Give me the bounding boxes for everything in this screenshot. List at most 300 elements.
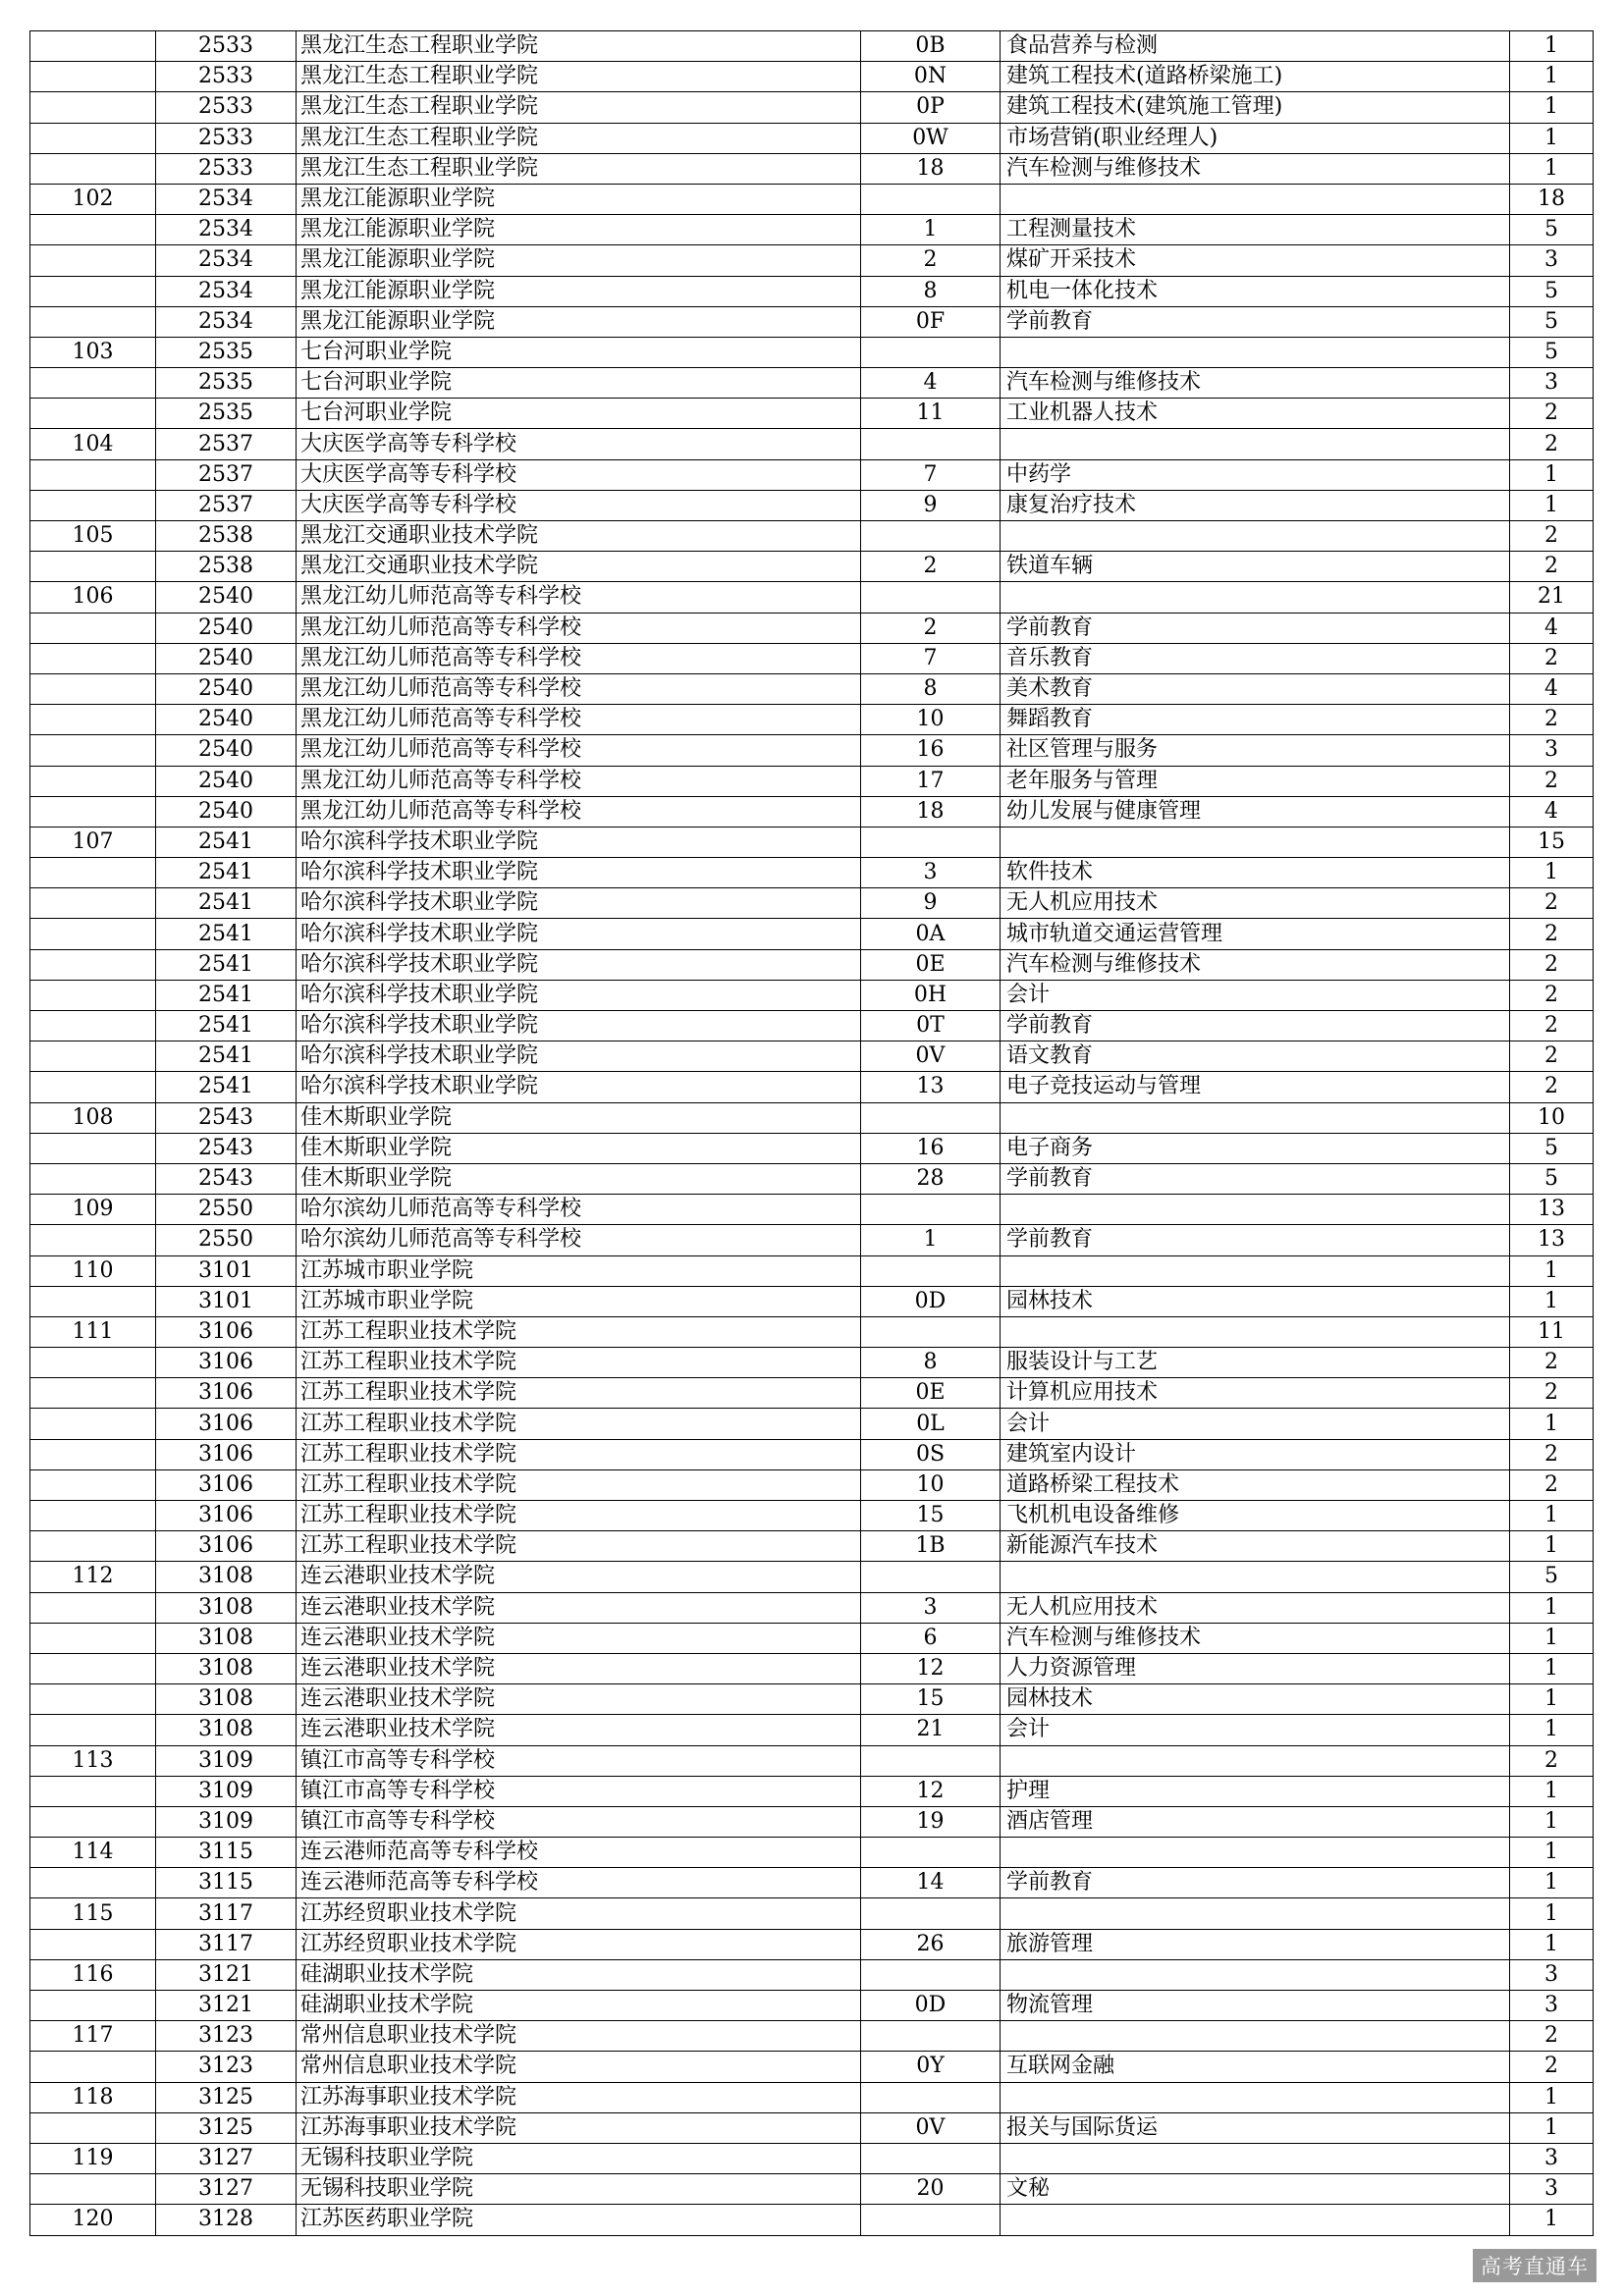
table-row [30, 459, 1594, 490]
cell-school-code: 2540 [156, 613, 297, 643]
cell-seq [30, 1684, 156, 1715]
cell-major-name: 老年服务与管理 [1001, 766, 1510, 796]
cell-major-name: 新能源汽车技术 [1001, 1531, 1510, 1562]
table-row [30, 1776, 1594, 1806]
cell-school-name: 黑龙江幼儿师范高等专科学校 [297, 735, 861, 766]
cell-school-name: 连云港师范高等专科学校 [297, 1868, 861, 1898]
cell-major-code: 16 [861, 735, 1001, 766]
cell-school-name: 黑龙江生态工程职业学院 [297, 153, 861, 184]
cell-school-code: 3108 [156, 1623, 297, 1653]
cell-major-name: 互联网金融 [1001, 2052, 1510, 2082]
cell-plan-count: 2 [1510, 429, 1594, 459]
cell-major-name: 美术教育 [1001, 673, 1510, 704]
cell-major-code [861, 2021, 1001, 2052]
table-body [30, 31, 1594, 2236]
cell-major-name: 学前教育 [1001, 1225, 1510, 1255]
cell-school-name: 江苏经贸职业技术学院 [297, 1898, 861, 1929]
cell-seq [30, 245, 156, 276]
cell-school-code: 3127 [156, 2174, 297, 2205]
cell-school-code: 2543 [156, 1163, 297, 1194]
cell-school-code: 2540 [156, 735, 297, 766]
cell-plan-count: 2 [1510, 888, 1594, 919]
cell-major-name [1001, 521, 1510, 552]
cell-plan-count: 2 [1510, 1011, 1594, 1041]
cell-school-code: 3123 [156, 2052, 297, 2082]
cell-plan-count: 1 [1510, 1806, 1594, 1837]
cell-school-name: 黑龙江幼儿师范高等专科学校 [297, 766, 861, 796]
cell-school-code: 2541 [156, 1011, 297, 1041]
cell-school-name: 连云港职业技术学院 [297, 1623, 861, 1653]
cell-major-code: 19 [861, 1806, 1001, 1837]
cell-seq [30, 643, 156, 673]
cell-major-name: 建筑工程技术(道路桥梁施工) [1001, 62, 1510, 92]
cell-school-name: 江苏经贸职业技术学院 [297, 1929, 861, 1959]
table-row [30, 276, 1594, 306]
table-row [30, 1868, 1594, 1898]
table-row [30, 1133, 1594, 1163]
table-row [30, 92, 1594, 123]
table-row [30, 1286, 1594, 1316]
cell-plan-count: 1 [1510, 1653, 1594, 1683]
table-row [30, 949, 1594, 980]
cell-major-code: 18 [861, 153, 1001, 184]
cell-plan-count: 13 [1510, 1195, 1594, 1225]
cell-seq: 120 [30, 2205, 156, 2235]
cell-school-code: 2535 [156, 399, 297, 429]
cell-plan-count: 2 [1510, 766, 1594, 796]
cell-seq [30, 92, 156, 123]
cell-school-name: 镇江市高等专科学校 [297, 1806, 861, 1837]
cell-school-name: 哈尔滨科学技术职业学院 [297, 1072, 861, 1102]
cell-seq [30, 1653, 156, 1683]
cell-school-name: 佳木斯职业学院 [297, 1163, 861, 1194]
cell-major-code [861, 1898, 1001, 1929]
table-row [30, 1255, 1594, 1286]
table-row [30, 1469, 1594, 1500]
cell-major-code: 8 [861, 673, 1001, 704]
cell-major-name: 中药学 [1001, 459, 1510, 490]
table-row [30, 919, 1594, 949]
cell-plan-count: 1 [1510, 1592, 1594, 1623]
table-row [30, 552, 1594, 582]
watermark-text: 高考直通车 [1473, 2249, 1597, 2282]
cell-major-code: 14 [861, 1868, 1001, 1898]
cell-major-name: 软件技术 [1001, 858, 1510, 888]
cell-school-name: 江苏海事职业技术学院 [297, 2082, 861, 2112]
cell-school-name: 连云港职业技术学院 [297, 1592, 861, 1623]
cell-major-name [1001, 429, 1510, 459]
cell-plan-count: 1 [1510, 153, 1594, 184]
cell-plan-count: 1 [1510, 1255, 1594, 1286]
table-row [30, 245, 1594, 276]
cell-school-code: 2540 [156, 796, 297, 827]
cell-school-code: 2533 [156, 62, 297, 92]
table-row [30, 429, 1594, 459]
cell-major-name: 学前教育 [1001, 1163, 1510, 1194]
cell-school-code: 3108 [156, 1592, 297, 1623]
cell-school-name: 江苏工程职业技术学院 [297, 1501, 861, 1531]
cell-seq [30, 858, 156, 888]
table-row [30, 1838, 1594, 1868]
cell-plan-count: 13 [1510, 1225, 1594, 1255]
cell-major-code: 11 [861, 399, 1001, 429]
table-row [30, 1409, 1594, 1439]
cell-major-code: 0D [861, 1991, 1001, 2021]
table-row [30, 1592, 1594, 1623]
cell-major-code [861, 2143, 1001, 2173]
cell-school-code: 2541 [156, 1041, 297, 1072]
cell-school-name: 江苏工程职业技术学院 [297, 1469, 861, 1500]
cell-major-name: 计算机应用技术 [1001, 1378, 1510, 1409]
cell-school-code: 3109 [156, 1776, 297, 1806]
cell-school-name: 黑龙江幼儿师范高等专科学校 [297, 796, 861, 827]
table-row [30, 2205, 1594, 2235]
cell-major-code [861, 521, 1001, 552]
cell-school-name: 黑龙江能源职业学院 [297, 245, 861, 276]
cell-plan-count: 18 [1510, 184, 1594, 214]
cell-school-name: 黑龙江幼儿师范高等专科学校 [297, 613, 861, 643]
table-row [30, 490, 1594, 520]
cell-plan-count: 5 [1510, 1562, 1594, 1592]
cell-plan-count: 1 [1510, 1501, 1594, 1531]
cell-school-name: 黑龙江交通职业技术学院 [297, 521, 861, 552]
cell-seq: 108 [30, 1102, 156, 1133]
cell-school-code: 3106 [156, 1409, 297, 1439]
table-row [30, 2143, 1594, 2173]
cell-major-name: 汽车检测与维修技术 [1001, 153, 1510, 184]
cell-school-name: 黑龙江幼儿师范高等专科学校 [297, 643, 861, 673]
cell-major-name [1001, 2143, 1510, 2173]
table-row [30, 1378, 1594, 1409]
cell-plan-count: 1 [1510, 1898, 1594, 1929]
table-row [30, 1316, 1594, 1347]
cell-major-code: 12 [861, 1776, 1001, 1806]
cell-seq [30, 735, 156, 766]
cell-seq [30, 2052, 156, 2082]
cell-major-code: 9 [861, 490, 1001, 520]
cell-seq [30, 399, 156, 429]
cell-school-code: 2535 [156, 337, 297, 367]
cell-seq: 105 [30, 521, 156, 552]
cell-school-code: 2541 [156, 888, 297, 919]
cell-school-code: 3123 [156, 2021, 297, 2052]
cell-school-name: 哈尔滨科学技术职业学院 [297, 949, 861, 980]
cell-school-name: 硅湖职业技术学院 [297, 1959, 861, 1990]
cell-major-name [1001, 2082, 1510, 2112]
cell-major-code [861, 1745, 1001, 1776]
cell-seq: 112 [30, 1562, 156, 1592]
cell-seq [30, 1991, 156, 2021]
cell-plan-count: 2 [1510, 1072, 1594, 1102]
cell-plan-count: 1 [1510, 1929, 1594, 1959]
table-row [30, 153, 1594, 184]
cell-major-code: 0N [861, 62, 1001, 92]
cell-plan-count: 4 [1510, 796, 1594, 827]
cell-major-code: 8 [861, 1348, 1001, 1378]
cell-major-name: 汽车检测与维修技术 [1001, 1623, 1510, 1653]
cell-plan-count: 5 [1510, 306, 1594, 337]
cell-major-code: 0F [861, 306, 1001, 337]
cell-plan-count: 2 [1510, 521, 1594, 552]
cell-major-code: 3 [861, 1592, 1001, 1623]
cell-seq: 102 [30, 184, 156, 214]
cell-school-code: 2537 [156, 459, 297, 490]
table-row [30, 888, 1594, 919]
cell-seq [30, 705, 156, 735]
cell-major-name: 城市轨道交通运营管理 [1001, 919, 1510, 949]
cell-major-name [1001, 1562, 1510, 1592]
cell-seq [30, 1469, 156, 1500]
table-row [30, 2021, 1594, 2052]
cell-school-name: 常州信息职业技术学院 [297, 2052, 861, 2082]
cell-major-name: 道路桥梁工程技术 [1001, 1469, 1510, 1500]
cell-school-code: 2534 [156, 276, 297, 306]
cell-plan-count: 2 [1510, 552, 1594, 582]
cell-major-name [1001, 1898, 1510, 1929]
cell-major-name: 工业机器人技术 [1001, 399, 1510, 429]
cell-seq [30, 62, 156, 92]
table-row [30, 1011, 1594, 1041]
cell-school-name: 大庆医学高等专科学校 [297, 429, 861, 459]
table-row [30, 368, 1594, 399]
cell-major-code [861, 1255, 1001, 1286]
cell-seq [30, 1133, 156, 1163]
cell-school-name: 七台河职业学院 [297, 368, 861, 399]
table-row [30, 1806, 1594, 1837]
cell-seq: 113 [30, 1745, 156, 1776]
cell-major-name [1001, 2205, 1510, 2235]
cell-school-name: 无锡科技职业学院 [297, 2174, 861, 2205]
cell-plan-count: 2 [1510, 1745, 1594, 1776]
cell-major-name: 电子竞技运动与管理 [1001, 1072, 1510, 1102]
cell-plan-count: 3 [1510, 2143, 1594, 2173]
cell-major-name: 园林技术 [1001, 1286, 1510, 1316]
cell-seq [30, 888, 156, 919]
table-row [30, 2052, 1594, 2082]
cell-seq [30, 673, 156, 704]
cell-major-name [1001, 2021, 1510, 2052]
cell-school-code: 2534 [156, 215, 297, 245]
cell-seq [30, 2174, 156, 2205]
cell-school-code: 2550 [156, 1195, 297, 1225]
cell-seq [30, 919, 156, 949]
cell-major-code: 2 [861, 613, 1001, 643]
cell-plan-count: 5 [1510, 215, 1594, 245]
cell-major-name: 学前教育 [1001, 1868, 1510, 1898]
cell-major-code: 3 [861, 858, 1001, 888]
cell-school-code: 3101 [156, 1286, 297, 1316]
cell-school-code: 3108 [156, 1653, 297, 1683]
cell-school-name: 黑龙江生态工程职业学院 [297, 92, 861, 123]
cell-major-name [1001, 1959, 1510, 1990]
cell-plan-count: 5 [1510, 276, 1594, 306]
cell-school-name: 七台河职业学院 [297, 399, 861, 429]
table-row [30, 980, 1594, 1010]
cell-school-name: 七台河职业学院 [297, 337, 861, 367]
cell-school-code: 3108 [156, 1684, 297, 1715]
cell-major-code: 0S [861, 1439, 1001, 1469]
table-row [30, 1225, 1594, 1255]
cell-major-name: 学前教育 [1001, 306, 1510, 337]
cell-school-name: 佳木斯职业学院 [297, 1102, 861, 1133]
cell-school-name: 江苏医药职业学院 [297, 2205, 861, 2235]
cell-school-code: 2540 [156, 643, 297, 673]
cell-major-code [861, 1562, 1001, 1592]
cell-major-code: 2 [861, 552, 1001, 582]
cell-seq [30, 368, 156, 399]
cell-seq [30, 613, 156, 643]
cell-major-name: 园林技术 [1001, 1684, 1510, 1715]
cell-seq: 109 [30, 1195, 156, 1225]
table-row [30, 2112, 1594, 2143]
cell-school-code: 3106 [156, 1348, 297, 1378]
cell-major-code [861, 1316, 1001, 1347]
table-row [30, 858, 1594, 888]
cell-school-code: 2535 [156, 368, 297, 399]
cell-major-code [861, 2205, 1001, 2235]
cell-seq [30, 1776, 156, 1806]
cell-major-name [1001, 582, 1510, 613]
cell-major-code: 2 [861, 245, 1001, 276]
cell-major-code: 21 [861, 1715, 1001, 1745]
cell-seq [30, 1592, 156, 1623]
cell-school-code: 2538 [156, 521, 297, 552]
table-row [30, 399, 1594, 429]
cell-major-code [861, 184, 1001, 214]
cell-seq [30, 1286, 156, 1316]
cell-plan-count: 1 [1510, 1776, 1594, 1806]
cell-plan-count: 5 [1510, 337, 1594, 367]
cell-seq: 117 [30, 2021, 156, 2052]
table-row [30, 31, 1594, 62]
cell-major-code: 26 [861, 1929, 1001, 1959]
cell-school-code: 3101 [156, 1255, 297, 1286]
table-row [30, 1041, 1594, 1072]
cell-school-code: 2534 [156, 306, 297, 337]
cell-major-name: 无人机应用技术 [1001, 888, 1510, 919]
cell-major-code [861, 1959, 1001, 1990]
cell-major-code: 9 [861, 888, 1001, 919]
cell-major-code: 15 [861, 1501, 1001, 1531]
cell-plan-count: 3 [1510, 735, 1594, 766]
cell-major-name: 汽车检测与维修技术 [1001, 368, 1510, 399]
cell-major-name: 护理 [1001, 1776, 1510, 1806]
cell-seq [30, 1225, 156, 1255]
cell-major-code: 6 [861, 1623, 1001, 1653]
cell-major-name: 飞机机电设备维修 [1001, 1501, 1510, 1531]
cell-major-code: 13 [861, 1072, 1001, 1102]
table-row [30, 613, 1594, 643]
cell-major-code: 0H [861, 980, 1001, 1010]
cell-school-name: 哈尔滨科学技术职业学院 [297, 1011, 861, 1041]
cell-seq [30, 949, 156, 980]
cell-school-name: 江苏工程职业技术学院 [297, 1378, 861, 1409]
cell-major-name: 学前教育 [1001, 1011, 1510, 1041]
cell-seq: 110 [30, 1255, 156, 1286]
cell-school-code: 3106 [156, 1316, 297, 1347]
cell-seq [30, 1715, 156, 1745]
cell-plan-count: 3 [1510, 245, 1594, 276]
cell-major-code: 20 [861, 2174, 1001, 2205]
cell-plan-count: 2 [1510, 949, 1594, 980]
cell-seq: 107 [30, 827, 156, 857]
cell-plan-count: 1 [1510, 490, 1594, 520]
cell-major-name [1001, 1745, 1510, 1776]
cell-plan-count: 3 [1510, 1959, 1594, 1990]
cell-seq [30, 1378, 156, 1409]
cell-seq [30, 766, 156, 796]
cell-seq [30, 1806, 156, 1837]
table-row [30, 766, 1594, 796]
cell-school-code: 3106 [156, 1469, 297, 1500]
cell-school-code: 2537 [156, 490, 297, 520]
cell-school-code: 3121 [156, 1991, 297, 2021]
cell-major-code: 12 [861, 1653, 1001, 1683]
cell-plan-count: 1 [1510, 31, 1594, 62]
table-row [30, 337, 1594, 367]
cell-major-name: 汽车检测与维修技术 [1001, 949, 1510, 980]
table-row [30, 1898, 1594, 1929]
cell-major-name: 酒店管理 [1001, 1806, 1510, 1837]
cell-school-name: 无锡科技职业学院 [297, 2143, 861, 2173]
cell-seq [30, 1011, 156, 1041]
cell-major-code [861, 582, 1001, 613]
cell-seq [30, 980, 156, 1010]
cell-school-code: 3108 [156, 1715, 297, 1745]
cell-plan-count: 3 [1510, 368, 1594, 399]
cell-school-name: 连云港师范高等专科学校 [297, 1838, 861, 1868]
cell-seq: 111 [30, 1316, 156, 1347]
cell-major-name: 铁道车辆 [1001, 552, 1510, 582]
cell-major-code: 0V [861, 2112, 1001, 2143]
table-row [30, 673, 1594, 704]
cell-major-code: 1 [861, 215, 1001, 245]
cell-major-name [1001, 1316, 1510, 1347]
cell-school-code: 3115 [156, 1838, 297, 1868]
cell-major-name: 市场营销(职业经理人) [1001, 123, 1510, 153]
cell-school-code: 3125 [156, 2112, 297, 2143]
table-row [30, 1991, 1594, 2021]
cell-major-code: 1 [861, 1225, 1001, 1255]
table-row [30, 521, 1594, 552]
cell-school-name: 哈尔滨科学技术职业学院 [297, 827, 861, 857]
cell-seq: 118 [30, 2082, 156, 2112]
cell-seq: 115 [30, 1898, 156, 1929]
cell-seq [30, 153, 156, 184]
cell-plan-count: 2 [1510, 2052, 1594, 2082]
cell-major-name [1001, 337, 1510, 367]
table-row [30, 1163, 1594, 1194]
table-row [30, 796, 1594, 827]
cell-major-name: 建筑工程技术(建筑施工管理) [1001, 92, 1510, 123]
cell-major-code [861, 2082, 1001, 2112]
cell-major-code [861, 1195, 1001, 1225]
cell-school-name: 镇江市高等专科学校 [297, 1745, 861, 1776]
cell-school-name: 江苏城市职业学院 [297, 1286, 861, 1316]
table-row [30, 1684, 1594, 1715]
cell-seq [30, 276, 156, 306]
cell-plan-count: 2 [1510, 980, 1594, 1010]
table-row [30, 1348, 1594, 1378]
cell-school-code: 2541 [156, 949, 297, 980]
table-row [30, 705, 1594, 735]
cell-plan-count: 5 [1510, 1133, 1594, 1163]
cell-school-name: 江苏海事职业技术学院 [297, 2112, 861, 2143]
cell-seq [30, 1163, 156, 1194]
cell-seq [30, 215, 156, 245]
cell-plan-count: 1 [1510, 123, 1594, 153]
cell-plan-count: 3 [1510, 2174, 1594, 2205]
